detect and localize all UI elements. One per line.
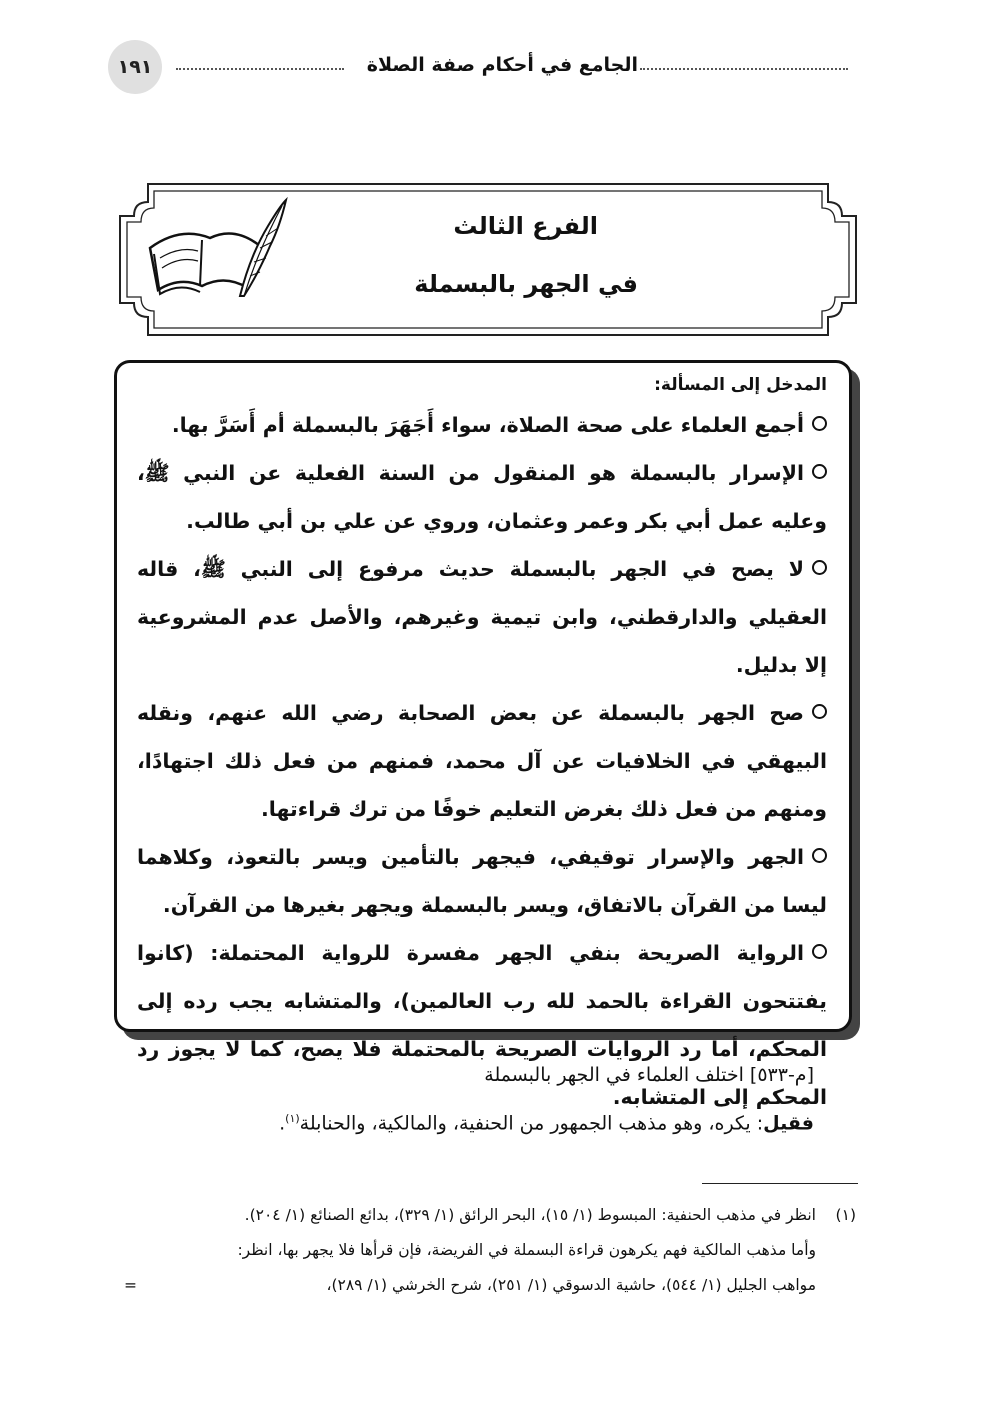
intro-point-text: الجهر والإسرار توقيفي، فيجهر بالتأمين ويسر بالتعوذ، وكلاهما ليسا من القرآن بالاتفاق، ويسر بالبسملة ويجهر بغيرها من القرآن. — [137, 845, 827, 917]
opinion-label: فقيل — [763, 1112, 814, 1135]
intro-point-text: الرواية الصريحة بنفي الجهر مفسرة للرواية المحتملة: (كانوا يفتتحون القراءة بالحمد لله رب العالمين)، والمتشابه يجب رده إلى المحكم، أما رد الروايات الصريحة بالمحتملة فلا يصح، كما لا يجوز رد المحكم إلى المتشابه. — [137, 941, 827, 1109]
footnote-line — [126, 1276, 856, 1294]
chapter-subtitle: في الجهر بالبسملة — [414, 270, 638, 298]
intro-point-text: لا يصح في الجهر بالبسملة حديث مرفوع إلى النبي ﷺ، قاله العقيلي والدارقطني، وابن تيمية وغيرهم، والأصل عدم المشروعية إلا بدليل. — [137, 557, 827, 677]
intro-point — [137, 545, 827, 689]
intro-point — [137, 929, 827, 1121]
footnote-text: انظر في مذهب الحنفية: المبسوط (١/ ١٥)، البحر الرائق (١/ ٣٢٩)، بدائع الصنائع (١/ ٢٠٤). — [244, 1206, 816, 1224]
intro-point-text: الإسرار بالبسملة هو المنقول من السنة الفعلية عن النبي ﷺ، وعليه عمل أبي بكر وعمر وعثمان، وروي عن علي بن أبي طالب. — [137, 461, 827, 533]
footnote-number: (١) — [835, 1206, 856, 1224]
circle-bullet-icon — [812, 944, 827, 959]
circle-bullet-icon — [812, 416, 827, 431]
chapter-title-frame — [118, 182, 858, 337]
footnote-separator — [702, 1183, 858, 1184]
intro-point — [137, 833, 827, 929]
intro-point — [137, 689, 827, 833]
running-title: الجامع في أحكام صفة الصلاة — [366, 54, 638, 76]
opinion-text: : يكره، وهو مذهب الجمهور من الحنفية، والمالكية، والحنابلة — [299, 1112, 764, 1135]
footnote-line — [126, 1241, 856, 1259]
circle-bullet-icon — [812, 560, 827, 575]
circle-bullet-icon — [812, 848, 827, 863]
intro-heading: المدخل إلى المسألة: — [654, 375, 827, 395]
body-paragraph-line — [279, 1112, 814, 1134]
page-header — [108, 40, 848, 96]
footnote-line — [126, 1206, 856, 1224]
header-dotted-rule-right — [640, 68, 848, 70]
footnote-text: مواهب الجليل (١/ ٥٤٤)، حاشية الدسوقي (١/ ٢٥١)، شرح الخرشي (١/ ٢٨٩)، — [326, 1276, 816, 1294]
body-paragraph-line: [م-٥٣٣] اختلف العلماء في الجهر بالبسملة — [484, 1064, 814, 1086]
intro-point-text: صح الجهر بالبسملة عن بعض الصحابة رضي الله عنهم، ونقله البيهقي في الخلافيات عن آل محمد، فمنهم من فعل ذلك اجتهادًا، ومنهم من فعل ذلك بغرض التعليم خوفًا من ترك قراءتها. — [137, 701, 827, 821]
page-number: ١٩١ — [108, 40, 162, 94]
book-and-quill-icon — [140, 196, 290, 306]
circle-bullet-icon — [812, 464, 827, 479]
intro-point-text: أجمع العلماء على صحة الصلاة، سواء أَجَهَرَ بالبسملة أم أَسَرَّ بها. — [171, 413, 804, 437]
header-dotted-rule-left — [176, 68, 344, 70]
circle-bullet-icon — [812, 704, 827, 719]
footnote-ref[interactable]: (١) — [285, 1112, 300, 1125]
intro-point — [137, 449, 827, 545]
footnote-text: وأما مذهب المالكية فهم يكرهون قراءة البسملة في الفريضة، فإن قرأها فلا يجهر بها، انظر: — [237, 1241, 816, 1259]
chapter-title: الفرع الثالث — [453, 212, 598, 240]
sentence-end: . — [279, 1112, 286, 1135]
footnote-continued-mark: = — [124, 1276, 137, 1294]
intro-point — [137, 401, 827, 449]
